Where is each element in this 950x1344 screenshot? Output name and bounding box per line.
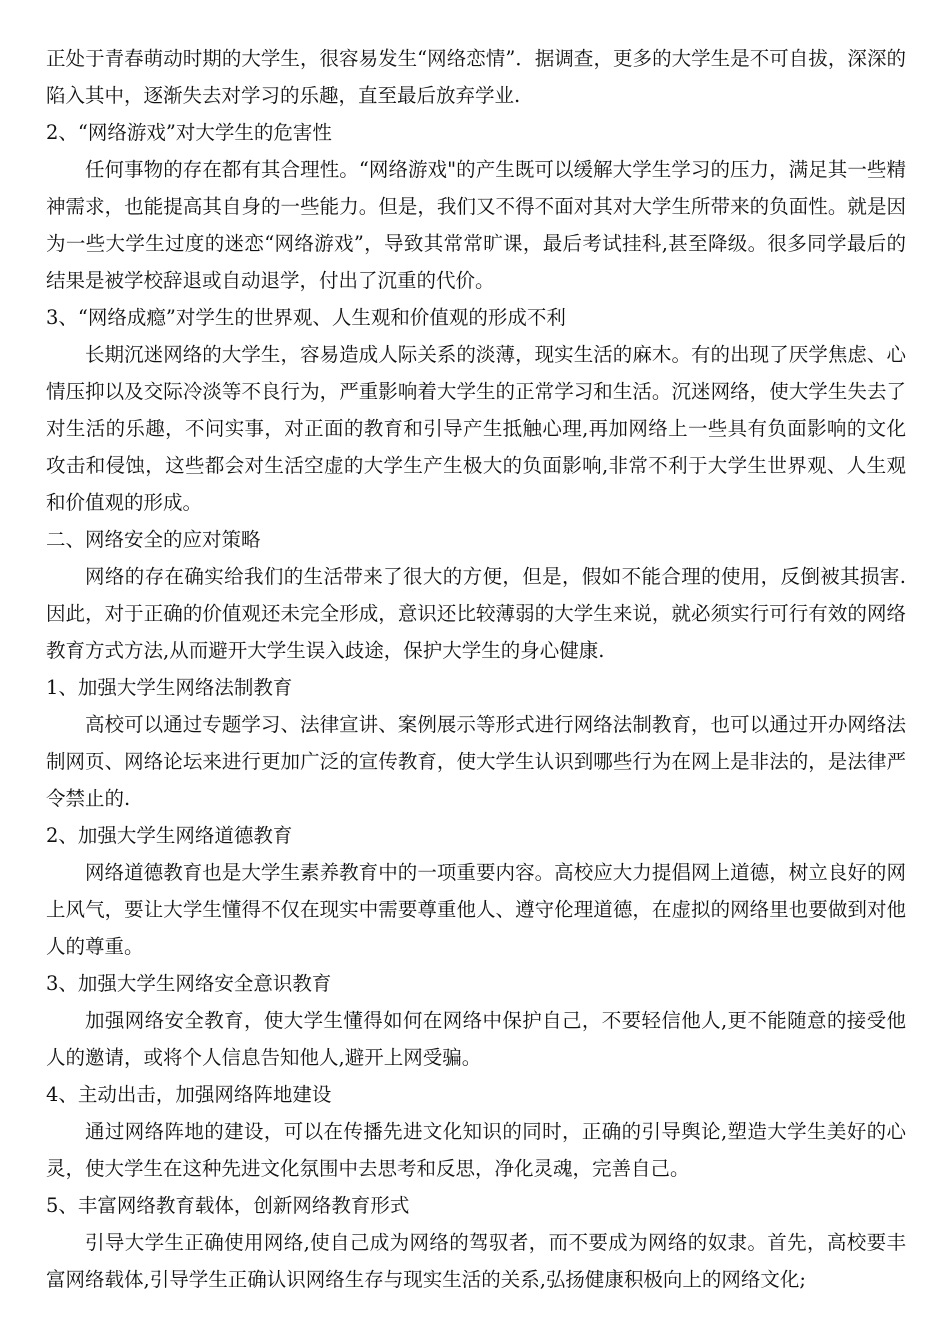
paragraph-network-positions: 通过网络阵地的建设，可以在传播先进文化知识的同时，正确的引导舆论,塑造大学生美好的心灵，使大学生在这种先进文化氛围中去思考和反思，净化灵魂，完善自己。 — [46, 1120, 906, 1180]
heading-security-awareness: 3、加强大学生网络安全意识教育 — [46, 972, 332, 995]
paragraph-security-awareness: 加强网络安全教育，使大学生懂得如何在网络中保护自己，不要轻信他人,更不能随意的接受他人的邀请，或将个人信息告知他人,避开上网受骗。 — [46, 1009, 906, 1069]
heading-legal-education: 1、加强大学生网络法制教育 — [46, 676, 293, 699]
paragraph-education-carriers: 引导大学生正确使用网络,使自己成为网络的驾驭者，而不要成为网络的奴隶。首先，高校要丰富网络载体,引导学生正确认识网络生存与现实生活的关系,弘扬健康积极向上的网络文化; — [46, 1231, 906, 1291]
paragraph-security-strategies: 网络的存在确实给我们的生活带来了很大的方便，但是，假如不能合理的使用，反倒被其损害.因此，对于正确的价值观还未完全形成，意识还比较薄弱的大学生来说，就必须实行可行有效的网络教育方式方法,从而避开大学生误入歧途，保护大学生的身心健康. — [46, 565, 906, 662]
heading-moral-education: 2、加强大学生网络道德教育 — [46, 824, 293, 847]
document-page — [46, 40, 906, 1298]
heading-security-strategies: 二、网络安全的应对策略 — [46, 528, 261, 551]
paragraph-intro-continuation: 正处于青春萌动时期的大学生，很容易发生“网络恋情”．据调查，更多的大学生是不可自拔，深深的陷入其中，逐渐失去对学习的乐趣，直至最后放弃学业. — [46, 47, 906, 107]
paragraph-legal-education: 高校可以通过专题学习、法律宣讲、案例展示等形式进行网络法制教育，也可以通过开办网络法制网页、网络论坛来进行更加广泛的宣传教育，使大学生认识到哪些行为在网上是非法的，是法律严令禁止的. — [46, 713, 906, 810]
heading-online-games-harm: 2、“网络游戏”对大学生的危害性 — [46, 121, 332, 144]
paragraph-moral-education: 网络道德教育也是大学生素养教育中的一项重要内容。高校应大力提倡网上道德，树立良好的网上风气，要让大学生懂得不仅在现实中需要尊重他人、遵守伦理道德，在虚拟的网络里也要做到对他人的尊重。 — [46, 861, 906, 958]
heading-internet-addiction: 3、“网络成瘾”对学生的世界观、人生观和价值观的形成不利 — [46, 306, 566, 329]
heading-network-positions: 4、主动出击，加强网络阵地建设 — [46, 1083, 332, 1106]
heading-education-carriers: 5、丰富网络教育载体，创新网络教育形式 — [46, 1194, 410, 1217]
paragraph-online-games: 任何事物的存在都有其合理性。“网络游戏"的产生既可以缓解大学生学习的压力，满足其一些精神需求，也能提高其自身的一些能力。但是，我们又不得不面对其对大学生所带来的负面性。就是因为一些大学生过度的迷恋“网络游戏”，导致其常常旷课，最后考试挂科,甚至降级。很多同学最后的结果是被学校辞退或自动退学，付出了沉重的代价。 — [46, 158, 906, 292]
paragraph-internet-addiction: 长期沉迷网络的大学生，容易造成人际关系的淡薄，现实生活的麻木。有的出现了厌学焦虑、心情压抑以及交际冷淡等不良行为，严重影响着大学生的正常学习和生活。沉迷网络，使大学生失去了对生活的乐趣，不问实事，对正面的教育和引导产生抵触心理,再加网络上一些具有负面影响的文化攻击和侵蚀，这些都会对生活空虚的大学生产生极大的负面影响,非常不利于大学生世界观、人生观和价值观的形成。 — [46, 343, 906, 514]
